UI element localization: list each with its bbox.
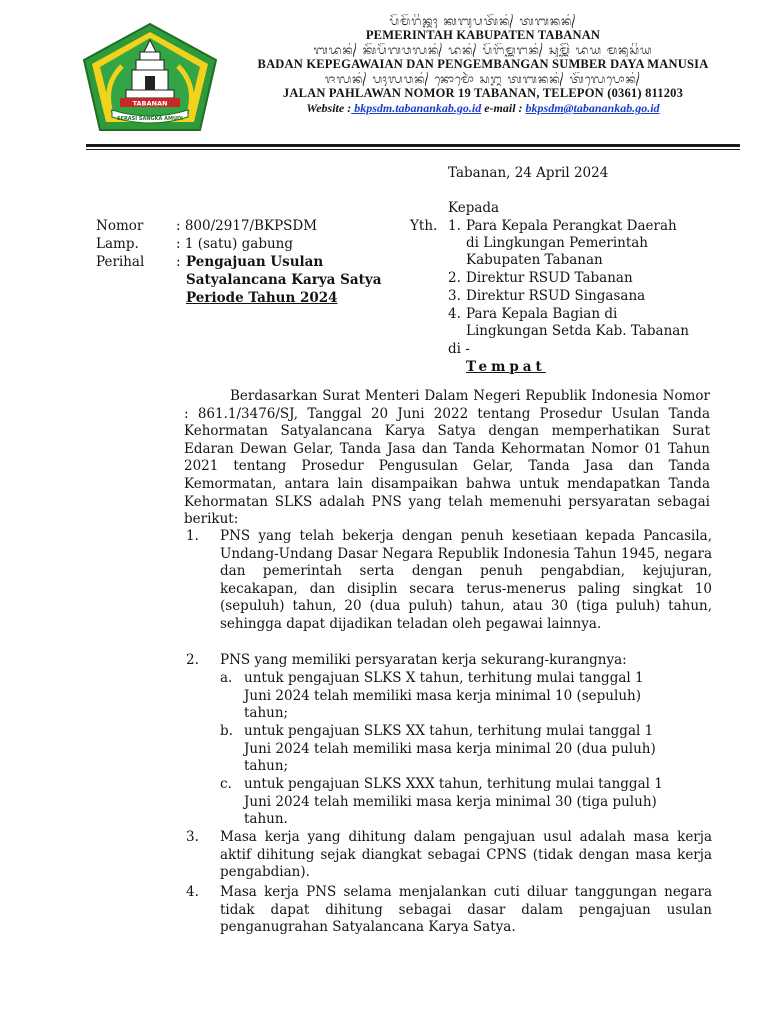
sub-item-b-num: b. (220, 723, 233, 739)
requirement-1-num: 1. (186, 528, 199, 544)
recipient-1-line-1: Para Kepala Perangkat Daerah (466, 218, 677, 234)
recipient-3-line-1: Direktur RSUD Singasana (466, 288, 646, 304)
email-label: e-mail : (481, 101, 526, 115)
balinese-script-line-3: ᬚᬮᬦ᭄ ᬧᬄᬮᬯᬦ᭄ ᬦᭀᬫᭀᬃ ᬲᬗ᭄ᬳ ᬢᬩᬦᬦ᭄ ᬢᭂᬮᬾᬧᭀᬦ᭄ (324, 72, 642, 86)
letterhead-divider-thin (86, 149, 740, 150)
recipient-1-line-2: di Lingkungan Pemerintah (466, 235, 649, 251)
sub-item-a-line-2: Juni 2024 telah memiliki masa kerja minimal 10 (sepuluh) (244, 687, 641, 704)
letterhead-divider-thick (86, 144, 740, 147)
recipient-3-num: 3. (448, 288, 461, 304)
sub-item-c-line-2: Juni 2024 telah memiliki masa kerja minimal 30 (tiga puluh) (244, 793, 657, 810)
nomor-value: : 800/2917/BKPSDM (176, 218, 318, 234)
requirement-2-text: PNS yang memiliki persyaratan kerja sekurang-kurangnya: (220, 652, 627, 668)
contact-line (228, 101, 738, 115)
sub-item-b-line-2: Juni 2024 telah memiliki masa kerja minimal 20 (dua puluh) (244, 740, 656, 757)
requirement-4-num: 4. (186, 884, 199, 900)
letter-date: Tabanan, 24 April 2024 (448, 165, 609, 181)
email-link[interactable]: bkpsdm@tabanankab.go.id (525, 101, 660, 115)
tabanan-regency-logo (80, 22, 220, 134)
sub-item-b-line-1: untuk pengajuan SLKS XX tahun, terhitung mulai tanggal 1 (244, 723, 654, 739)
logo-motto: SERASI SANGKA AMUDI (116, 116, 184, 122)
agency-address: JALAN PAHLAWAN NOMOR 19 TABANAN, TELEPON (0361) 811203 (282, 86, 684, 100)
requirement-2-num: 2. (186, 652, 199, 668)
balinese-script-line-1: ᬧᭂᬫᭂᬭᬶᬦ᭄ᬢᬄ ᬓᬩᬸᬧᬢᭂᬦ᭄ ᬢᬩᬦᬦ᭄ (389, 14, 577, 28)
lamp-value: : 1 (satu) gabung (176, 236, 294, 252)
tempat-label: Tempat (466, 359, 546, 375)
perihal-label: Perihal (96, 254, 145, 270)
recipient-2-num: 2. (448, 270, 461, 286)
sub-item-c-num: c. (220, 776, 232, 792)
perihal-line-3: Periode Tahun 2024 (186, 290, 338, 306)
recipient-1-num: 1. (448, 218, 461, 234)
sub-item-a-line-3: tahun; (244, 705, 289, 722)
recipient-4-num: 4. (448, 306, 461, 322)
recipient-2-line-1: Direktur RSUD Tabanan (466, 270, 633, 286)
yth-label: Yth. (410, 218, 438, 234)
website-label: Website : (306, 101, 352, 115)
requirement-4-text: Masa kerja PNS selama menjalankan cuti diluar tanggungan negara tidak dapat dihitung sebagai dasar dalam pengajuan usulan penganugrahan Satyalancana Karya Satya. (220, 884, 712, 936)
balinese-script-line-2: ᬩᬤᬦ᭄ ᬓᭂᬧᭂᬕᬯᬮᬦ᭄ ᬤᬦ᭄ ᬧᭂᬗᭂᬫ᭄ᬩᬗᬦ᭄ ᬲᬸᬫ᭄ᬩᭂᬃ ᬤᬬ ᬫᬦᬸᬲᬶᬬ (313, 43, 653, 57)
recipient-1-line-3: Kabupaten Tabanan (466, 252, 603, 268)
requirement-1-text: PNS yang telah bekerja dengan penuh kesetiaan kepada Pancasila, Undang-Undang Dasar Negara Republik Indonesia Tahun 1945, negara dan pemerintah serta dengan penuh pengabdian, kejujuran, kecakapan, dan disiplin secara terus-menerus paling singkat 10 (sepuluh) tahun, 20 (dua puluh) tahun, atau 30 (tiga puluh) tahun, sehingga dapat dijadikan teladan oleh pegawai lainnya. (220, 528, 712, 632)
lamp-label: Lamp. (96, 236, 139, 252)
logo-text: TABANAN (132, 99, 168, 108)
requirement-3-num: 3. (186, 829, 199, 845)
sub-item-c-line-3: tahun. (244, 811, 288, 828)
requirement-3-text: Masa kerja yang dihitung dalam pengajuan usul adalah masa kerja aktif dihitung sejak diangkat sebagai CPNS (tidak dengan masa kerja pengabdian). (220, 829, 712, 881)
sub-item-c-line-1: untuk pengajuan SLKS XXX tahun, terhitung mulai tanggal 1 (244, 776, 663, 792)
intro-paragraph: Berdasarkan Surat Menteri Dalam Negeri Republik Indonesia Nomor : 861.1/3476/SJ, Tanggal 20 Juni 2022 tentang Prosedur Usulan Tanda Kehormatan Satyalancana Karya Satya dengan memperhatikan Surat Edaran Dewan Gelar, Tanda Jasa dan Tanda Kehormatan Nomor 01 Tahun 2021 tentang Prosedur Pengusulan Gelar, Tanda Jasa dan Tanda Kemormatan, antara lain disampaikan bahwa untuk mendapatkan Tanda Kehormatan SLKS adalah PNS yang telah memenuhi persyaratan sebagai berikut: (184, 388, 710, 528)
recipient-4-line-1: Para Kepala Bagian di (466, 306, 618, 322)
perihal-colon: : (176, 254, 181, 270)
perihal-line-2: Satyalancana Karya Satya (186, 272, 382, 288)
perihal-line-1: Pengajuan Usulan (186, 254, 324, 270)
recipient-4-line-2: Lingkungan Setda Kab. Tabanan (466, 323, 690, 339)
letterhead (228, 14, 738, 115)
sub-item-a-line-1: untuk pengajuan SLKS X tahun, terhitung mulai tanggal 1 (244, 670, 644, 686)
agency-name: BADAN KEPEGAWAIAN DAN PENGEMBANGAN SUMBER DAYA MANUSIA (257, 57, 709, 71)
sub-item-a-num: a. (220, 670, 233, 686)
government-name: PEMERINTAH KABUPATEN TABANAN (365, 28, 601, 42)
kepada-label: Kepada (448, 200, 500, 216)
nomor-label: Nomor (96, 218, 144, 234)
website-link[interactable]: bkpsdm.tabanankab.go.id (351, 101, 482, 115)
sub-item-b-line-3: tahun; (244, 758, 289, 775)
di-label: di - (448, 341, 470, 357)
